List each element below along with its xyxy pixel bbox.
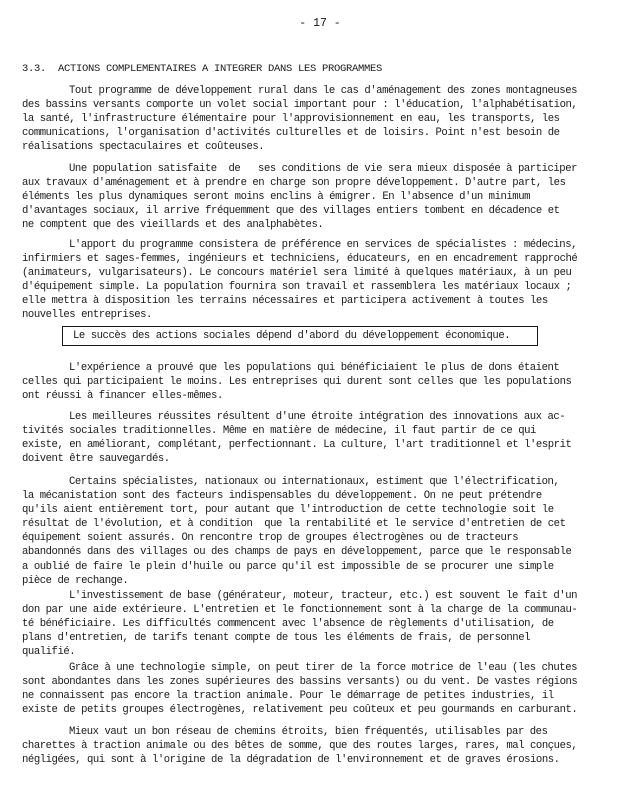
paragraph-experience [22, 361, 622, 403]
text-line: L'expérience a prouvé que les populations qui bénéficiaient le plus de dons étaient [69, 362, 560, 374]
text-line: Grâce à une technologie simple, on peut tirer de la force motrice de l'eau (les chutes [69, 662, 578, 674]
text-line: communications, l'organisation d'activités culturelles et de loisirs. Point n'est besoin de [22, 127, 560, 140]
text-line: L'investissement de base (générateur, moteur, tracteur, etc.) est souvent le fait d'un [69, 590, 578, 602]
paragraph-chemins [22, 725, 622, 767]
text-line: ont réussi à financer elles-mêmes. [22, 390, 223, 403]
text-line: négligées, qui sont à l'origine de la dégradation de l'environnement et de graves érosions. [22, 754, 560, 767]
text-line: abandonnés dans des villages ou des champs de pays en développement, parce que le responsable [22, 546, 572, 559]
text-line: charettes à traction animale ou des bêtes de somme, que des routes larges, rares, mal conçues, [22, 740, 578, 753]
text-line: existe, en améliorant, complétant, perfectionnant. La culture, l'art traditionnel et l'esprit [22, 439, 572, 452]
text-line: la santé, l'infrastructure élémentaire pour l'approvisionnement en eau, les transports, les [22, 113, 560, 126]
text-line: Mieux vaut un bon réseau de chemins étroits, bien fréquentés, utilisables par des [69, 726, 548, 738]
text-line: Certains spécialistes, nationaux ou internationaux, estiment que l'électrification, [69, 476, 560, 488]
text-line: aux travaux d'aménagement et à prendre en charge son propre développement. D'autre part, les [22, 177, 566, 190]
text-line: nouvelles entreprises. [22, 309, 152, 322]
text-line: éléments les plus dynamiques seront moins enclins à émigrer. En l'absence d'un minimum [22, 191, 531, 204]
text-line: tivités sociales traditionnelles. Même en matière de médecine, il faut partir de ce qui [22, 425, 536, 438]
section-title: ACTIONS COMPLEMENTAIRES A INTEGRER DANS LES PROGRAMMES [58, 63, 383, 75]
text-line: plans d'entretien, de tarifs tenant compte de tous les éléments de frais, de personnel [22, 632, 531, 645]
text-line: des bassins versants comporte un volet social important pour : l'éducation, l'alphabétisation, [22, 99, 578, 112]
text-line: don par une aide extérieure. L'entretien et le fonctionnement sont à la charge de la communau- [22, 604, 578, 617]
text-line: qu'ils aient entièrement tort, pour autant que l'introduction de cette technologie soit le [22, 504, 554, 517]
paragraph-specialistes [22, 475, 622, 588]
text-line: existe de petits groupes électrogènes, relativement peu coûteux et peu gourmands en carburant. [22, 704, 578, 717]
text-line: celles qui participaient le moins. Les entreprises qui durent sont celles que les populations [22, 376, 572, 389]
paragraph-technologie [22, 661, 622, 717]
text-line: infirmiers et sages-femmes, ingénieurs et techniciens, éducateurs, en en encadrement rapproché [22, 253, 578, 266]
text-line: té bénéficiaire. Les difficultés commencent avec l'absence de règlements d'utilisation, de [22, 618, 554, 631]
text-line: sont abondantes dans les zones supérieures des bassins versants) ou du vent. De vastes régions [22, 676, 578, 689]
text-line: d'avantages sociaux, il arrive fréquemment que des villages entiers tombent en décadence et [22, 205, 560, 218]
text-line: (animateurs, vulgarisateurs). Le concours matériel sera limité à quelques matériaux, à un peu [22, 267, 572, 280]
boxed-statement: Le succès des actions sociales dépend d'abord du développement économique. [62, 326, 538, 346]
text-line: Tout programme de développement rural dans le cas d'aménagement des zones montagneuses [69, 85, 578, 97]
paragraph-investissement [22, 589, 622, 659]
text-line: doivent être sauvegardés. [22, 453, 170, 466]
text-line: pièce de rechange. [22, 574, 129, 587]
text-line: réalisations spectaculaires et coûteuses. [22, 141, 265, 154]
paragraph-apport [22, 238, 622, 323]
text-line: elle mettra à disposition les terrains nécessaires et participera activement à toutes les [22, 295, 548, 308]
text-line: L'apport du programme consistera de préférence en services de spécialistes : médecins, [69, 239, 578, 251]
text-line: Les meilleures réussites résultent d'une étroite intégration des innovations aux ac- [69, 411, 566, 423]
text-line: équipement soient assurés. On rencontre trop de groupes électrogènes ou de tracteurs [22, 532, 519, 545]
text-line: a oublié de faire le plein d'huile ou parce qu'il est impossible de se procurer une simple [22, 560, 554, 573]
page-number: - 17 - [299, 17, 341, 30]
text-line: ne connaissent pas encore la traction animale. Pour le démarrage de petites industries, il [22, 690, 554, 703]
paragraph-reussites [22, 410, 622, 466]
text-line: résultat de l'évolution, et à condition que la rentabilité et le service d'entretien de cet [22, 518, 566, 531]
paragraph-population [22, 162, 622, 232]
text-line: qualifié. [22, 646, 76, 659]
section-heading [22, 63, 382, 75]
text-line: la mécanistation sont des facteurs indispensables du développement. On ne peut prétendre [22, 490, 542, 503]
paragraph-intro [22, 84, 622, 154]
text-line: d'équipement simple. La population fournira son travail et rassemblera les matériaux locaux ; [22, 281, 572, 294]
text-line: Une population satisfaite de ses conditions de vie sera mieux disposée à participer [69, 163, 578, 175]
section-number: 3.3. [22, 63, 47, 75]
text-line: ne comptent que des vieillards et des analphabètes. [22, 219, 324, 232]
